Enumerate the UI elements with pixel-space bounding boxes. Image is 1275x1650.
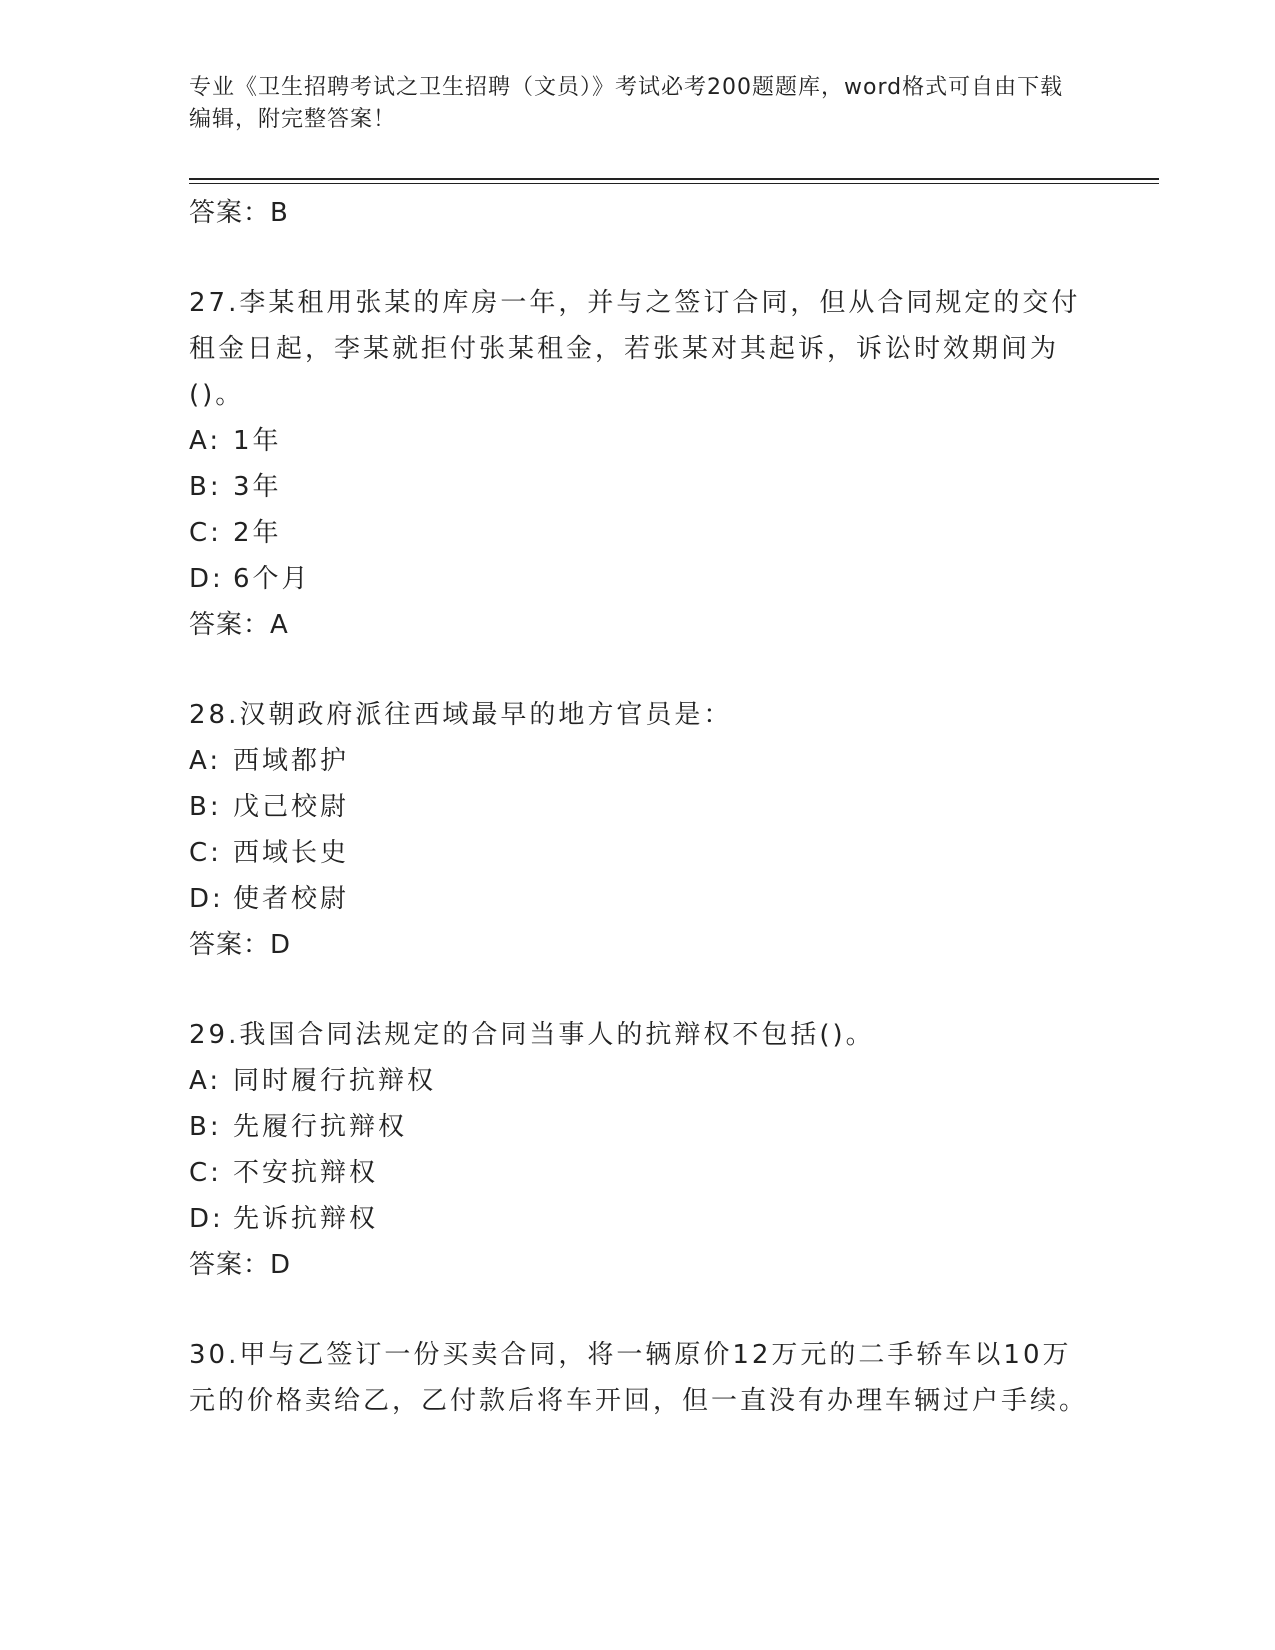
- option-key: B:: [189, 472, 222, 502]
- answer-line: 答案：A: [189, 610, 289, 640]
- option-text: 使者校尉: [233, 884, 350, 914]
- option-key: C:: [189, 838, 222, 868]
- option-key: D:: [189, 884, 224, 914]
- option-key: C:: [189, 1158, 222, 1188]
- option-key: B:: [189, 1112, 222, 1142]
- option-text: 2年: [233, 518, 282, 548]
- option-key: A:: [189, 746, 222, 776]
- option-key: D:: [189, 564, 224, 594]
- option-text: 不安抗辩权: [233, 1158, 379, 1188]
- option-b: [189, 464, 1089, 510]
- option-c: [189, 830, 1089, 876]
- option-d: [189, 1196, 1089, 1242]
- question-block: [189, 1012, 1089, 1288]
- answer-line: 答案：D: [189, 930, 292, 960]
- option-text: 同时履行抗辩权: [233, 1066, 437, 1096]
- option-c: [189, 1150, 1089, 1196]
- question-block: [189, 692, 1089, 968]
- option-key: C:: [189, 518, 222, 548]
- option-key: D:: [189, 1204, 224, 1234]
- option-a: [189, 418, 1089, 464]
- question-block: [189, 280, 1089, 648]
- option-d: [189, 876, 1089, 922]
- document-body: [189, 190, 1089, 1424]
- option-a: [189, 1058, 1089, 1104]
- question-block: [189, 1332, 1089, 1424]
- header-divider-thin: [189, 183, 1159, 184]
- option-text: 戊己校尉: [233, 792, 350, 822]
- option-key: A:: [189, 426, 222, 456]
- option-text: 1年: [233, 426, 282, 456]
- option-text: 先诉抗辩权: [233, 1204, 379, 1234]
- option-b: [189, 1104, 1089, 1150]
- option-key: A:: [189, 1066, 222, 1096]
- option-text: 3年: [233, 472, 282, 502]
- option-key: B:: [189, 792, 222, 822]
- question-stem: 29.我国合同法规定的合同当事人的抗辩权不包括()。: [189, 1020, 875, 1050]
- answer-line: 答案：D: [189, 1250, 292, 1280]
- header-divider-thick: [189, 178, 1159, 180]
- answer-line: 答案：B: [189, 198, 289, 228]
- question-stem: 30.甲与乙签订一份买卖合同，将一辆原价12万元的二手轿车以10万元的价格卖给乙，乙付款后将车开回，但一直没有办理车辆过户手续。: [189, 1340, 1089, 1416]
- option-b: [189, 784, 1089, 830]
- option-text: 西域都护: [233, 746, 350, 776]
- option-text: 西域长史: [233, 838, 350, 868]
- question-stem: 27.李某租用张某的库房一年，并与之签订合同，但从合同规定的交付租金日起，李某就拒付张某租金，若张某对其起诉，诉讼时效期间为()。: [189, 288, 1081, 410]
- document-header: 专业《卫生招聘考试之卫生招聘（文员）》考试必考200题题库，word格式可自由下载编辑，附完整答案！: [189, 75, 1064, 132]
- question-stem: 28.汉朝政府派往西域最早的地方官员是：: [189, 700, 733, 730]
- option-d: [189, 556, 1089, 602]
- option-text: 先履行抗辩权: [233, 1112, 408, 1142]
- option-a: [189, 738, 1089, 784]
- option-text: 6个月: [233, 564, 311, 594]
- option-c: [189, 510, 1089, 556]
